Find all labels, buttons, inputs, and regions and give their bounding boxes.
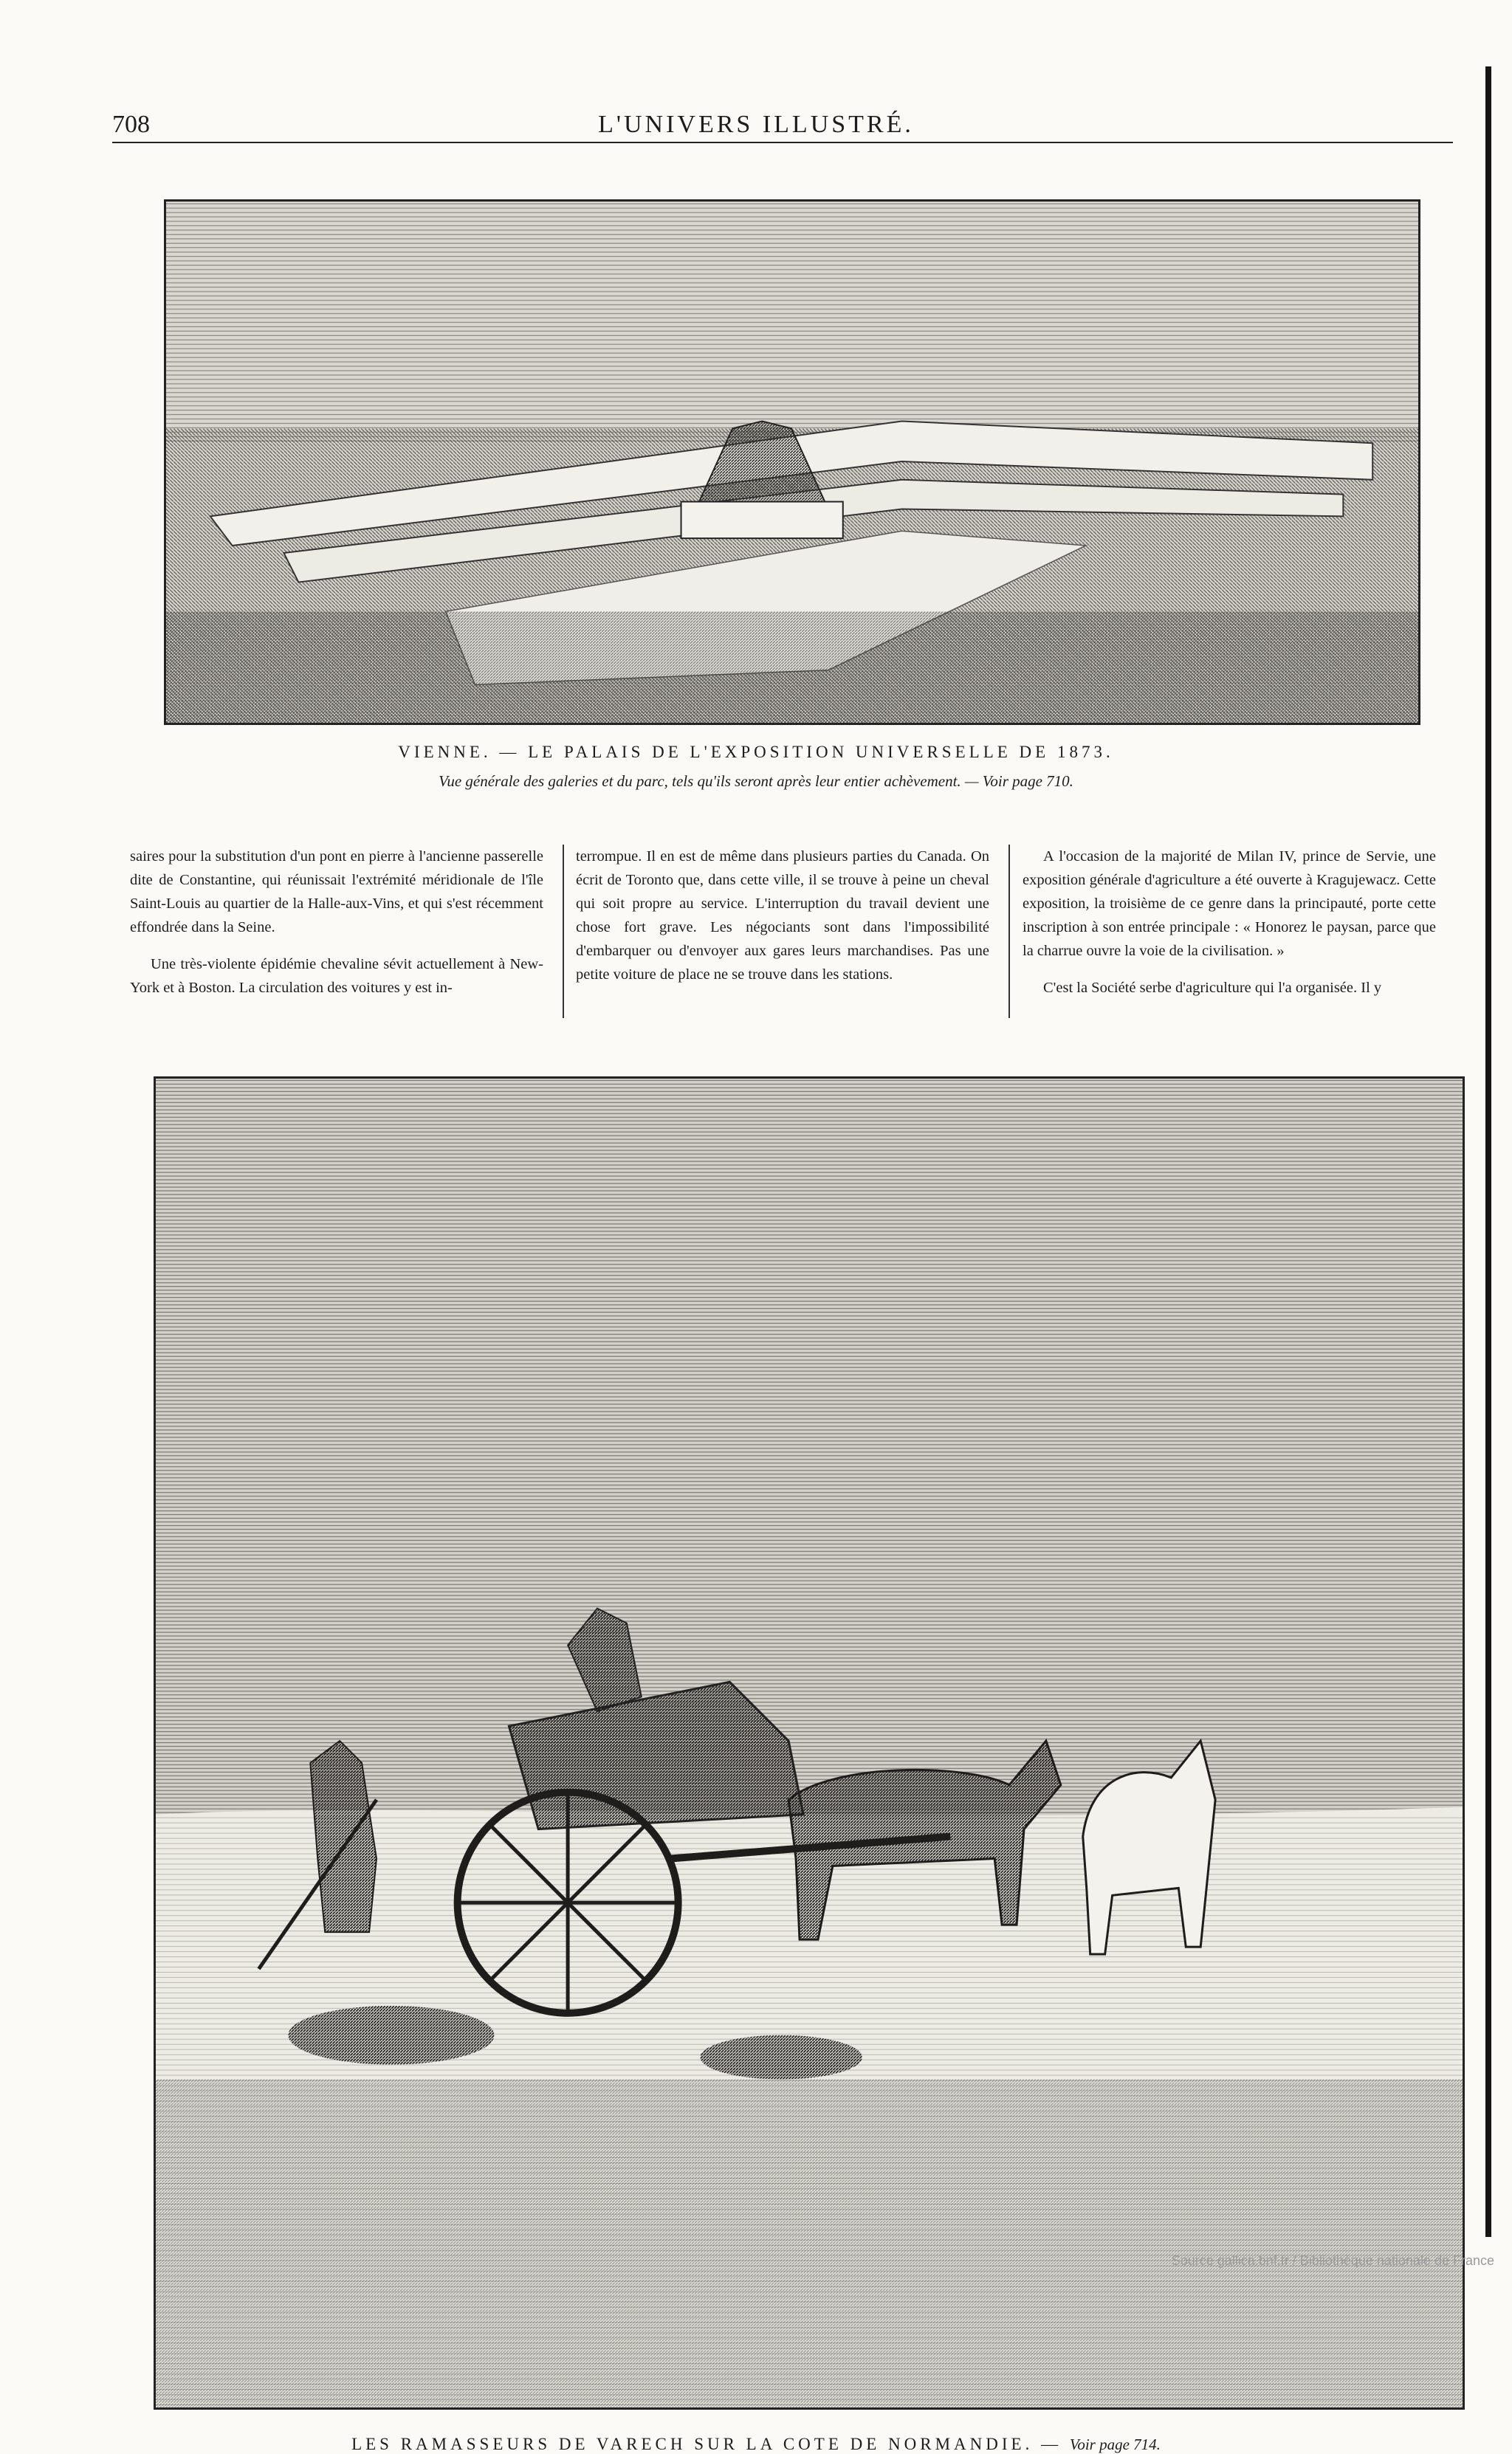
text-column-2 [576,845,989,1000]
column-3-paragraph-1: A l'occasion de la majorité de Milan IV, prince de Servie, une exposition générale d'agriculture a été ouverte à Kragujewacz. Cette exposition, la troisième de ce genre dans la principauté, porte cette inscription à son entrée principale : « Honorez le paysan, parce que la charrue ouvre la voie de la civilisation. » [1023,848,1436,959]
kelp-caption-see-page: Voir page 714. [1069,2436,1161,2453]
kelp-engraving-drawing [156,1079,1463,2407]
running-title: L'UNIVERS ILLUSTRÉ. [598,111,914,138]
binding-edge [1485,66,1491,2237]
column-1-paragraph-2: Une très-violente épidémie chevaline sévit actuellement à New-York et à Boston. La circulation des voitures y est in- [130,956,543,996]
column-rule [1008,845,1010,1018]
kelp-caption-title: LES RAMASSEURS DE VARECH SUR LA COTE DE NORMANDIE. [351,2435,1034,2453]
page-number: 708 [112,111,150,138]
kelp-caption [0,2435,1512,2454]
header-rule [112,142,1453,143]
column-2-paragraph-1: terrompue. Il en est de même dans plusieurs parties du Canada. On écrit de Toronto que, dans cette ville, il se trouve à peine un cheval qui soit propre au service. L'interruption du travail devient une chose fort grave. Les négociants sont dans l'impossibilité d'embarquer ou d'envoyer aux gares leurs marchandises. Pas une petite voiture de place ne se trouve dans les stations. [576,848,989,983]
source-credit: Source gallica.bnf.fr / Bibliothèque nationale de France [1171,2253,1494,2268]
kelp-gatherers-engraving [154,1076,1465,2410]
column-3-paragraph-2: C'est la Société serbe d'agriculture qui l'a organisée. Il y [1043,980,1382,996]
vienna-exhibition-engraving [164,199,1420,725]
vienna-caption-subtitle: Vue générale des galeries et du parc, tels qu'ils seront après leur entier achèvement. — Voir page 710. [439,772,1073,790]
vienna-caption-title: VIENNE. — LE PALAIS DE L'EXPOSITION UNIVERSELLE DE 1873. [398,743,1114,761]
column-rule [563,845,564,1018]
text-column-1 [130,845,543,1013]
text-column-3 [1023,845,1436,1013]
kelp-caption-dash: — [1041,2435,1070,2453]
vienna-engraving-drawing [166,202,1418,723]
column-1-paragraph-1: saires pour la substitution d'un pont en pierre à l'ancienne passerelle dite de Constantine, qui réunissait l'extrémité méridionale de l'île Saint-Louis au quartier de la Halle-aux-Vins, et qui s'est récemment effondrée dans la Seine. [130,848,543,935]
